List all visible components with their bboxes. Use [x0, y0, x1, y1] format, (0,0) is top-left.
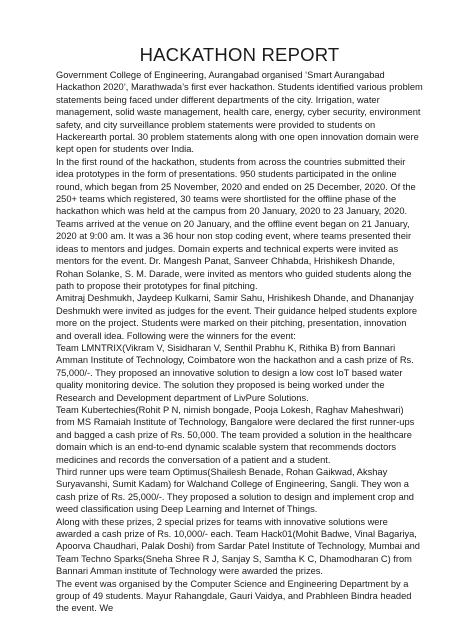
paragraph-first-round: In the first round of the hackathon, students from across the countries submitted their idea prototypes in the form of presentations. 950 students participated in the online round, which began from 25 November, 2020 and ended on 25 December, 2020. Of the 250+ teams which registered, 30 teams were shortlisted for the offline phase of the hackathon which was held at the campus from 20 January, 2020 to 23 January, 2020.: [56, 156, 416, 217]
paragraph-special-prizes: Along with these prizes, 2 special prizes for teams with innovative solutions were awarded a cash prize of Rs. 10,000/- each. Team Hack01(Mohit Badwe, Vinal Bagariya, Apoorva Chaudhari, Palak Doshi) from Sardar Patel Institute of Technology, Mumbai and Team Techno Sparks(Sneha Shree R J, Sanjay S, Samtha K C, Dhamodharan C) from Bannari Amman institute of Technology were awarded the prizes.: [56, 516, 420, 577]
paragraph-organisers: The event was organised by the Computer Science and Engineering Department by a group of 49 students. Mayur Rahangdale, Gauri Vaidya, and Prabhleen Bindra headed the event. We: [56, 578, 412, 614]
report-title: HACKATHON REPORT: [139, 44, 340, 65]
paragraph-third-runner-up: Third runner ups were team Optimus(Shailesh Benade, Rohan Gaikwad, Akshay Suryavanshi, Sumit Kadam) for Walchand College of Engineering, Sangli. They won a cash prize of Rs. 25,000/-. They proposed a solution to design and implement crop and weed classification using Deep Learning and Internet of Things.: [56, 467, 414, 515]
paragraph-first-runner-up: Team Kubertechies(Rohit P N, nimish bongade, Pooja Lokesh, Raghav Maheshwari) from MS Ramaiah Institute of Technology, Bangalore were declared the first runner-ups and bagged a cash prize of Rs. 50,000. The team provided a solution in the healthcare domain which is an end-to-end dynamic scalable system that recommends doctors medicines and records the conversation of a patient and a student.: [56, 404, 415, 465]
paragraph-offline-event: Teams arrived at the venue on 20 January, and the offline event began on 21 January, 2020 at 9:00 am. It was a 36 hour non stop coding event, where teams presented their ideas to mentors and judges. Domain experts and technical experts were invited as mentors for the event. Dr. Mangesh Panat, Sanveer Chhabda, Hrishikesh Dhande, Rohan Solanke, S. M. Darade, were invited as mentors who guided students along the path to propose their prototypes for final pitching.: [56, 218, 412, 291]
paragraph-judges: Amitraj Deshmukh, Jaydeep Kulkarni, Samir Sahu, Hrishikesh Dhande, and Dhananjay Deshmukh were invited as judges for the event. Their guidance helped students explore more on the project. Students were marked on their pitching, presentation, innovation and overall idea. Following were the winners for the event:: [56, 293, 418, 341]
paragraph-winner: Team LMNTRIX(Vikram V, Sisidharan V, Senthil Prabhu K, Rithika B) from Bannari Amman Institute of Technology, Coimbatore won the hackathon and a cash prize of Rs. 75,000/-. They proposed an innovative solution to design a low cost IoT based water quality monitoring device. The solution they proposed is being worked under the Research and Development department of LivPure Solutions.: [56, 342, 414, 403]
paragraph-intro: Government College of Engineering, Aurangabad organised ‘Smart Aurangabad Hackathon 2020’, Marathwada’s first ever hackathon. Students identified various problem statements being faced under different departments of the city. Irrigation, water management, solid waste management, health care, energy, cyber security, environment safety, and city surveillance problem statements were provided to students on Hackerearth portal. 30 problem statements along with one open innovation domain were kept open for students over India.: [56, 70, 423, 155]
